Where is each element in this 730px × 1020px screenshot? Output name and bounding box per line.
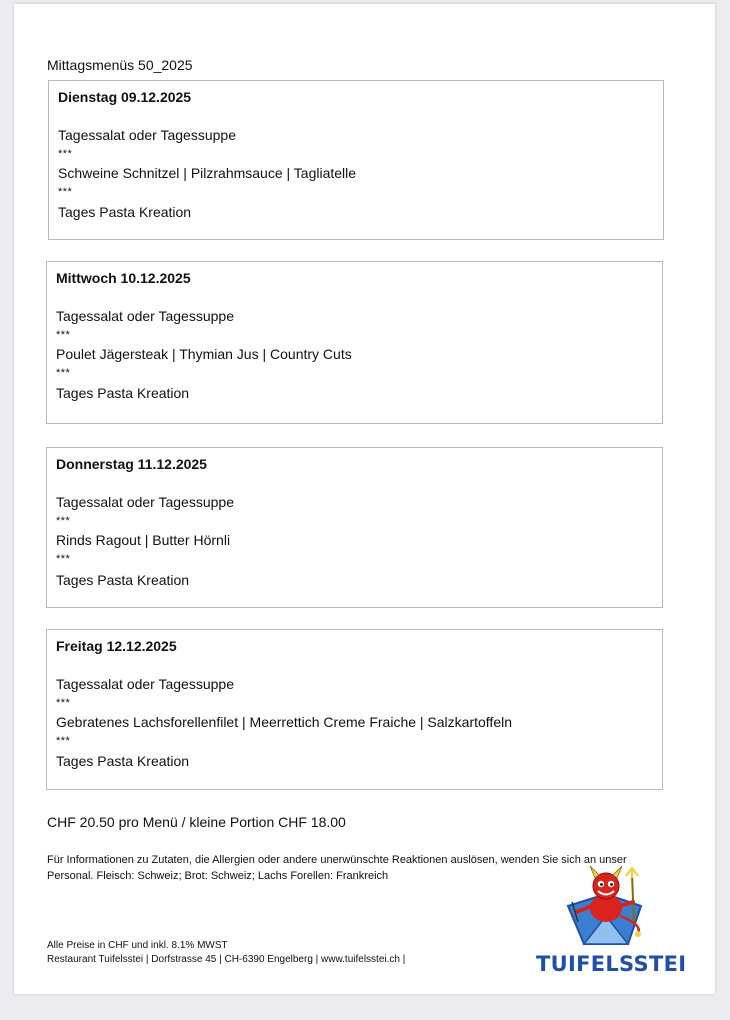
pasta-line: Tages Pasta Kreation bbox=[56, 572, 190, 588]
pasta-line: Tages Pasta Kreation bbox=[58, 204, 192, 220]
pasta-line: Tages Pasta Kreation bbox=[56, 753, 190, 769]
main-dish-line: Rinds Ragout | Butter Hörnli bbox=[56, 532, 231, 548]
separator-stars: *** bbox=[58, 186, 73, 198]
footer-vat-line: Alle Preise in CHF und inkl. 8.1% MWST bbox=[47, 940, 228, 951]
allergen-info-line-1: Für Informationen zu Zutaten, die Allergien oder andere unerwünschte Reaktionen auslösen, wenden Sie sich an unser bbox=[47, 854, 627, 866]
logo-wordmark: TUIFELSSTEI bbox=[536, 952, 687, 976]
footer-address-line: Restaurant Tuifelsstei | Dorfstrasse 45 | CH-6390 Engelberg | www.tuifelsstei.ch | bbox=[47, 954, 406, 965]
document-title: Mittagsmenüs 50_2025 bbox=[47, 57, 193, 73]
starter-line: Tagessalat oder Tagessuppe bbox=[58, 127, 236, 143]
day-card-tuesday bbox=[48, 80, 664, 240]
separator-stars: *** bbox=[56, 735, 71, 747]
separator-stars: *** bbox=[58, 148, 73, 160]
day-heading: Dienstag 09.12.2025 bbox=[58, 89, 192, 105]
day-heading: Mittwoch 10.12.2025 bbox=[56, 270, 191, 286]
footer bbox=[47, 939, 405, 967]
main-dish-line: Gebratenes Lachsforellenfilet | Meerrettich Creme Fraiche | Salzkartoffeln bbox=[56, 714, 512, 730]
allergen-info-line-2: Personal. Fleisch: Schweiz; Brot: Schweiz; Lachs Forellen: Frankreich bbox=[47, 870, 389, 882]
main-dish-line: Poulet Jägersteak | Thymian Jus | Country Cuts bbox=[56, 346, 352, 362]
menu-page bbox=[14, 4, 715, 994]
main-dish-line: Schweine Schnitzel | Pilzrahmsauce | Tagliatelle bbox=[58, 165, 357, 181]
day-heading: Donnerstag 11.12.2025 bbox=[56, 456, 207, 472]
starter-line: Tagessalat oder Tagessuppe bbox=[56, 676, 234, 692]
separator-stars: *** bbox=[56, 697, 71, 709]
separator-stars: *** bbox=[56, 367, 71, 379]
pasta-line: Tages Pasta Kreation bbox=[56, 385, 190, 401]
starter-line: Tagessalat oder Tagessuppe bbox=[56, 308, 234, 324]
devil-mascot-icon bbox=[536, 866, 676, 948]
separator-stars: *** bbox=[56, 329, 71, 341]
pricing-line: CHF 20.50 pro Menü / kleine Portion CHF 18.00 bbox=[47, 814, 346, 830]
separator-stars: *** bbox=[56, 515, 71, 527]
day-card-wednesday bbox=[46, 261, 663, 424]
day-card-thursday bbox=[46, 447, 663, 608]
separator-stars: *** bbox=[56, 553, 71, 565]
day-card-friday bbox=[46, 629, 663, 790]
day-heading: Freitag 12.12.2025 bbox=[56, 638, 177, 654]
starter-line: Tagessalat oder Tagessuppe bbox=[56, 494, 234, 510]
tuifelsstei-logo bbox=[536, 866, 687, 976]
